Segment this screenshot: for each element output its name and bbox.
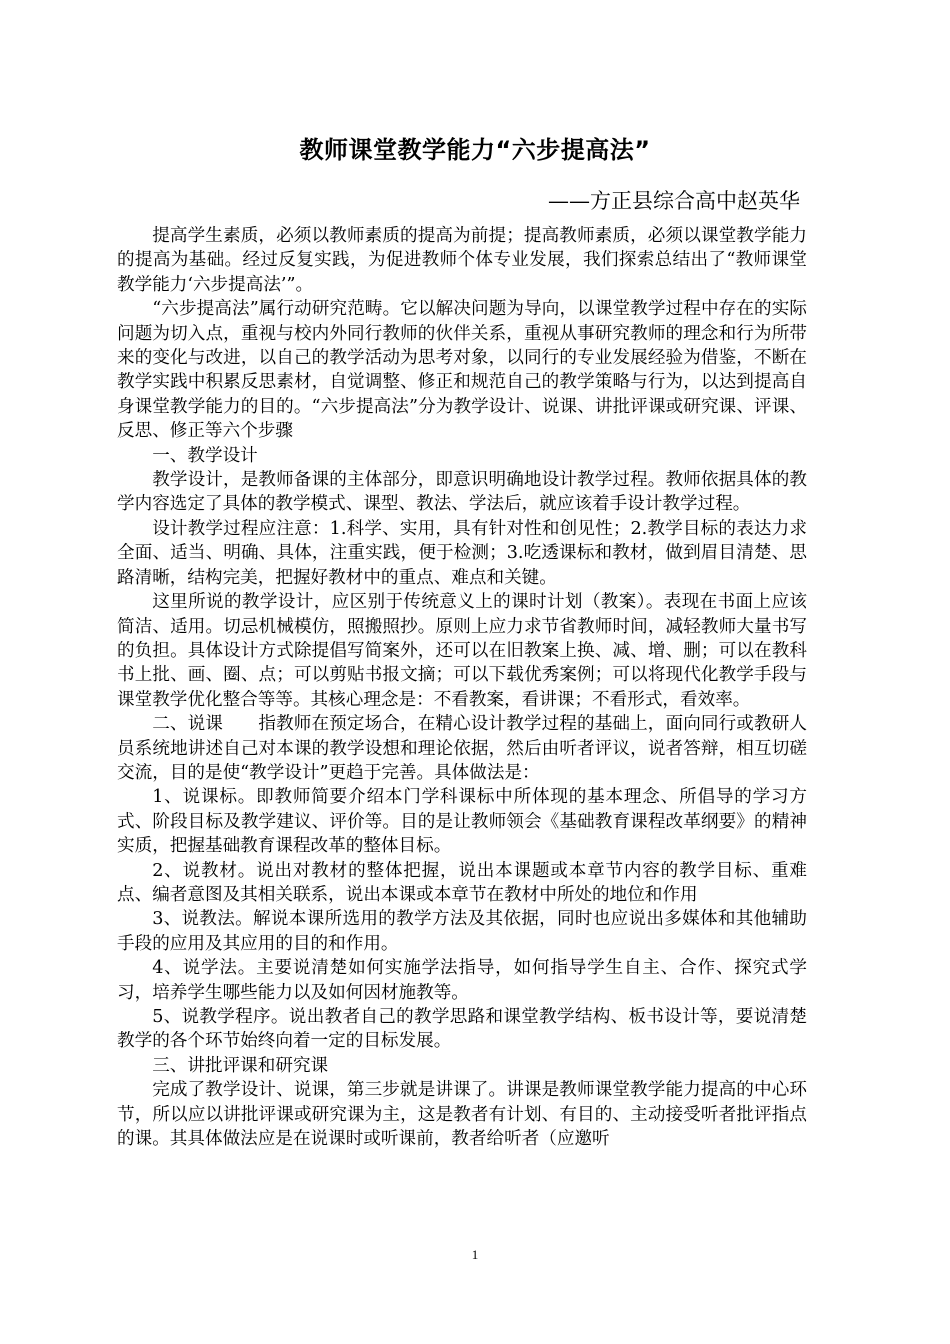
list-item-3: 3、说教法。解说本课所选用的教学方法及其依据，同时也应说出多媒体和其他辅助手段的应用及其应用的目的和作用。	[117, 909, 807, 954]
paragraph-design-3: 这里所说的教学设计，应区别于传统意义上的课时计划（教案）。表现在书面上应该简洁、适用。切忌机械模仿，照搬照抄。原则上应力求节省教师时间，减轻教师大量书写的负担。具体设计方式除提倡写简案外，还可以在旧教案上换、减、增、删；可以在教科书上批、画、圈、点；可以剪贴书报文摘；可以下载优秀案例；可以将现代化教学手段与课堂教学优化整合等等。其核心理念是：不看教案，看讲课；不看形式，看效率。	[117, 592, 807, 710]
paragraph-intro-2: “六步提高法”属行动研究范畴。它以解决问题为导向，以课堂教学过程中存在的实际问题为切入点，重视与校内外同行教师的伙伴关系，重视从事研究教师的理念和行为所带来的变化与改进，以自己的教学活动为思考对象，以同行的专业发展经验为借鉴，不断在教学实践中积累反思素材，自觉调整、修正和规范自己的教学策略与行为，以达到提高自身课堂教学能力的目的。“六步提高法”分为教学设计、说课、讲批评课或研究课、评课、反思、修正等六个步骤	[117, 299, 807, 442]
list-item-2: 2、说教材。说出对教材的整体把握，说出本课题或本章节内容的教学目标、重难点、编者意图及其相关联系，说出本课或本章节在教材中所处的地位和作用	[117, 860, 807, 905]
paragraph-design-1: 教学设计，是教师备课的主体部分，即意识明确地设计教学过程。教师依据具体的教学内容选定了具体的教学模式、课型、教法、学法后，就应该着手设计教学过程。	[117, 470, 807, 515]
paragraph-shuoke: 二、说课 指教师在预定场合，在精心设计教学过程的基础上，面向同行或教研人员系统地讲述自己对本课的教学设想和理论依据，然后由听者评议，说者答辩，相互切磋交流，目的是使“教学设计”更趋于完善。具体做法是：	[117, 714, 807, 783]
document-body	[117, 224, 807, 1151]
document-title: 教师课堂教学能力“六步提高法”	[299, 136, 651, 164]
page-number: 1	[471, 1247, 479, 1262]
document-author: ——方正县综合高中赵英华	[548, 189, 800, 213]
section-heading-3: 三、讲批评课和研究课	[152, 1055, 329, 1076]
list-item-5: 5、说教学程序。说出教者自己的教学思路和课堂教学结构、板书设计等，要说清楚教学的各个环节始终向着一定的目标发展。	[117, 1007, 807, 1052]
paragraph-design-2: 设计教学过程应注意：1.科学、实用，具有针对性和创见性；2.教学目标的表达力求全面、适当、明确、具体，注重实践，便于检测；3.吃透课标和教材，做到眉目清楚、思路清晰，结构完美，把握好教材中的重点、难点和关键。	[117, 518, 807, 588]
list-item-1: 1、说课标。即教师简要介绍本门学科课标中所体现的基本理念、所倡导的学习方式、阶段目标及教学建议、评价等。目的是让教师领会《基础教育课程改革纲要》的精神实质，把握基础教育课程改革的整体目标。	[117, 787, 807, 857]
section-heading-1: 一、教学设计	[152, 445, 258, 466]
paragraph-jiangke: 完成了教学设计、说课，第三步就是讲课了。讲课是教师课堂教学能力提高的中心环节，所以应以讲批评课或研究课为主，这是教者有计划、有目的、主动接受听者批评指点的课。其具体做法应是在说课时或听课前，教者给听者（应邀听	[117, 1080, 807, 1150]
list-item-4: 4、说学法。主要说清楚如何实施学法指导，如何指导学生自主、合作、探究式学习，培养学生哪些能力以及如何因材施教等。	[117, 958, 807, 1003]
paragraph-intro-1: 提高学生素质，必须以教师素质的提高为前提；提高教师素质，必须以课堂教学能力的提高为基础。经过反复实践，为促进教师个体专业发展，我们探索总结出了“教师课堂教学能力‘六步提高法’”。	[117, 226, 807, 295]
